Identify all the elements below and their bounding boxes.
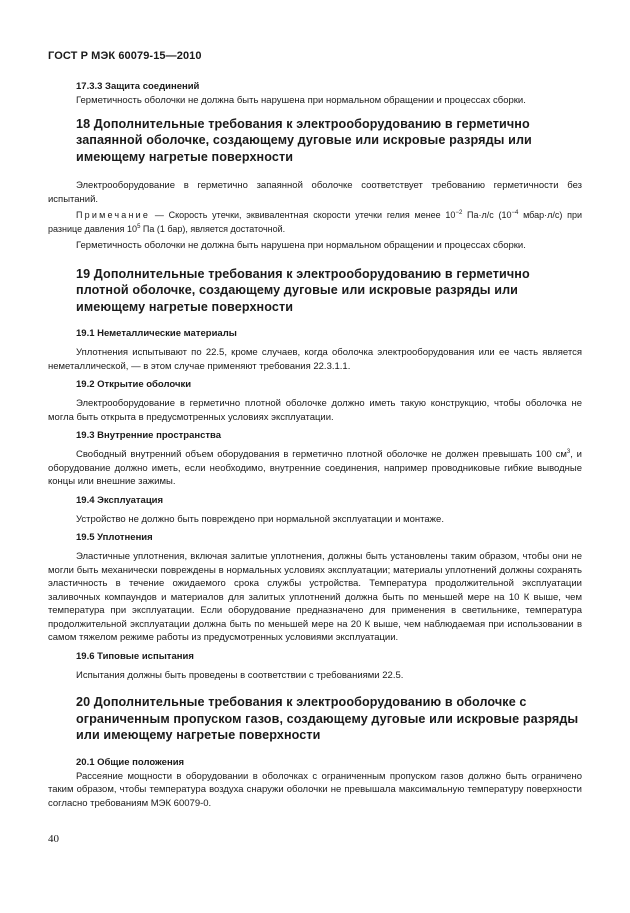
paragraph: Свободный внутренний объем оборудования в герметично плотной оболочке не должен превышать 100 $см^3$, и оборудование должно иметь, если необходимо, внутренние соединения, например проводниковые гибкие выводные концы или внешние зажимы. (48, 448, 582, 487)
subsection-19-2-title: 19.2 Открытие оболочки (76, 379, 192, 390)
paragraph: Устройство не должно быть повреждено при нормальной эксплуатации и монтаже. (76, 513, 444, 525)
paragraph: Эластичные уплотнения, включая залитые уплотнения, должны быть установлены таким образом, чтобы они не могли быть механически повреждены в нормальных условиях эксплуатации; материалы уплотнений должны сохранять эластичность в течение ожидаемого срока службы устройства. Температура продолжительной эксплуатации заливочных компаундов и материалов для залитых уплотнений должна быть по меньшей мере на 10 К выше, чем температура при эксплуатации. Если оборудование предназначено для применения в светильнике, температура продолжительной эксплуатации должна быть по меньшей мере на 20 К выше, чем наблюдаемая при использовании в самом тяжелом режиме работы из предусмотренных условиями эксплуатации. (48, 551, 582, 643)
paragraph: Герметичность оболочки не должна быть нарушена при нормальном обращении и процессах сборки. (76, 240, 526, 251)
section-19-title: 19 Дополнительные требования к электрооборудованию в герметично плотной оболочке, создающему дуговые или искровые разряды или имеющему нагретые поверхности (76, 266, 530, 314)
subsection-19-1-title: 19.1 Неметаллические материалы (76, 328, 237, 339)
section-20-title: 20 Дополнительные требования к электрооборудованию в оболочке с ограниченным пропуском газов, создающему дуговые или искровые разряды или имеющему нагретые поверхности (76, 695, 579, 742)
paragraph: Электрооборудование в герметично запаянной оболочке соответствует требованию герметичности без испытаний. (48, 180, 582, 205)
subsection-19-3-title: 19.3 Внутренние пространства (76, 430, 222, 441)
paragraph: Рассеяние мощности в оборудовании в оболочках с ограниченным пропуском газов должно быть ограничено таким образом, чтобы температура воздуха снаружи оболочки не превышала максимальную температуру поверхности согласно требованиям МЭК 60079-0. (48, 770, 582, 809)
note-paragraph: Примечание — Скорость утечки, эквивалентная скорости утечки гелия менее $10^{-2}$ Па·л/с ($10^{-4}$ мбар·л/с) при разнице давления $10^5$ Па (1 бар), является достаточной. (48, 210, 583, 234)
paragraph: Герметичность оболочки не должна быть нарушена при нормальном обращении и процессах сборки. (76, 95, 526, 106)
paragraph: Уплотнения испытывают по 22.5, кроме случаев, когда оболочка электрооборудования или ее часть является неметаллической, — в этом случае применяют требования 22.3.1.1. (48, 347, 582, 372)
subsection-19-5-title: 19.5 Уплотнения (76, 532, 153, 543)
paragraph: Электрооборудование в герметично плотной оболочке должно иметь такую конструкцию, чтобы оболочка не могла быть открыта в предусмотренных условиях эксплуатации. (48, 398, 582, 423)
subsection-19-6-title: 19.6 Типовые испытания (76, 650, 194, 662)
section-18-title: 18 Дополнительные требования к электрооборудованию в герметично запаянной оболочке, создающему дуговые или искровые разряды или имеющему нагретые поверхности (76, 116, 532, 164)
document-body (48, 78, 582, 810)
document-header: ГОСТ Р МЭК 60079-15—2010 (48, 50, 202, 62)
page-number: 40 (48, 833, 59, 845)
paragraph: Испытания должны быть проведены в соответствии с требованиями 22.5. (76, 669, 404, 681)
subsection-19-4-title: 19.4 Эксплуатация (76, 494, 164, 506)
note-label: Примечание (76, 210, 151, 220)
subsection-17-3-3-title: 17.3.3 Защита соединений (76, 81, 200, 92)
subsection-20-1-title: 20.1 Общие положения (76, 756, 185, 768)
